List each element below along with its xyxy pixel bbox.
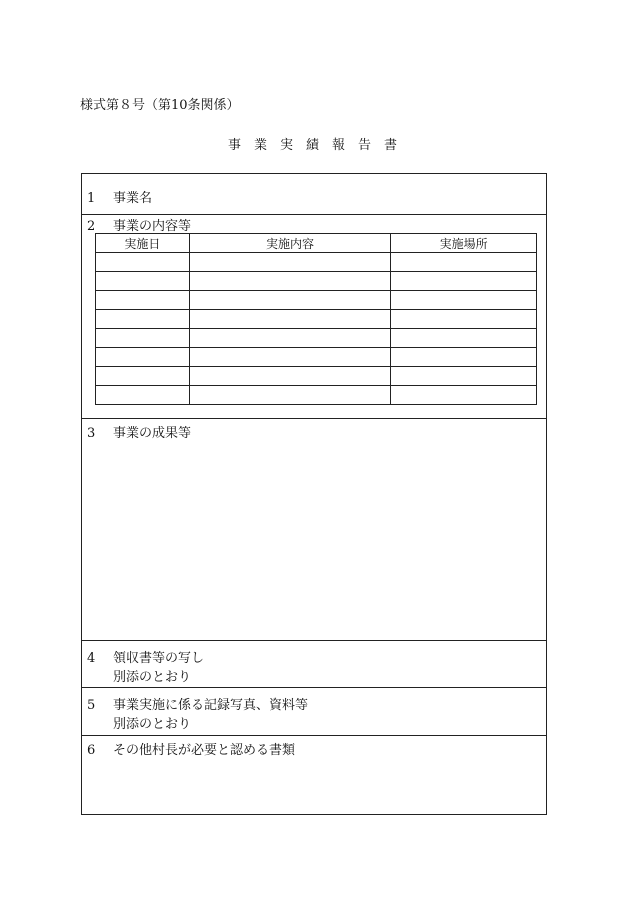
table-cell[interactable] (391, 367, 537, 386)
table-cell[interactable] (189, 386, 391, 405)
table-cell[interactable] (189, 272, 391, 291)
section-heading: 領収書等の写し (113, 651, 205, 666)
section-number: 1 (87, 191, 96, 206)
table-cell[interactable] (189, 291, 391, 310)
section-number: 5 (87, 698, 96, 713)
section-business-results (82, 419, 546, 641)
table-cell[interactable] (391, 310, 537, 329)
section-receipt-copies (82, 641, 546, 688)
table-cell[interactable] (96, 348, 190, 367)
table-cell[interactable] (96, 310, 190, 329)
table-cell[interactable] (96, 253, 190, 272)
column-header-location: 実施場所 (391, 234, 537, 253)
section-business-content (82, 215, 546, 419)
table-cell[interactable] (391, 329, 537, 348)
section-other-documents (82, 736, 546, 814)
table-row (96, 291, 537, 310)
table-row (96, 329, 537, 348)
table-row (96, 272, 537, 291)
document-title: 事業実績報告書 (227, 138, 410, 153)
table-cell[interactable] (391, 253, 537, 272)
section-heading: 事業の内容等 (113, 219, 192, 234)
table-row (96, 348, 537, 367)
section-photos-materials (82, 688, 546, 736)
table-cell[interactable] (189, 310, 391, 329)
report-form-frame (81, 173, 547, 815)
table-cell[interactable] (96, 367, 190, 386)
table-row (96, 386, 537, 405)
table-cell[interactable] (96, 272, 190, 291)
table-cell[interactable] (391, 348, 537, 367)
section-heading: 事業の成果等 (113, 426, 192, 441)
implementation-table (95, 233, 537, 405)
section-number: 2 (87, 219, 96, 234)
section-note: 別添のとおり (113, 717, 192, 732)
section-note: 別添のとおり (113, 670, 192, 685)
form-number-label: 様式第８号（第10条関係） (80, 98, 240, 113)
table-cell[interactable] (189, 329, 391, 348)
table-cell[interactable] (96, 329, 190, 348)
section-business-name (82, 174, 546, 215)
table-cell[interactable] (391, 272, 537, 291)
section-number: 3 (87, 426, 96, 441)
table-cell[interactable] (189, 367, 391, 386)
table-cell[interactable] (96, 291, 190, 310)
table-cell[interactable] (189, 253, 391, 272)
section-number: 6 (87, 743, 96, 758)
column-header-date: 実施日 (96, 234, 190, 253)
table-row (96, 253, 537, 272)
table-cell[interactable] (391, 291, 537, 310)
table-row (96, 310, 537, 329)
table-header-row (96, 234, 537, 253)
table-cell[interactable] (391, 386, 537, 405)
section-heading: 事業名 (113, 191, 153, 206)
section-heading: その他村長が必要と認める書類 (113, 743, 296, 758)
section-heading: 事業実施に係る記録写真、資料等 (113, 698, 309, 713)
column-header-content: 実施内容 (189, 234, 391, 253)
table-cell[interactable] (96, 386, 190, 405)
table-row (96, 367, 537, 386)
table-cell[interactable] (189, 348, 391, 367)
section-number: 4 (87, 651, 96, 666)
